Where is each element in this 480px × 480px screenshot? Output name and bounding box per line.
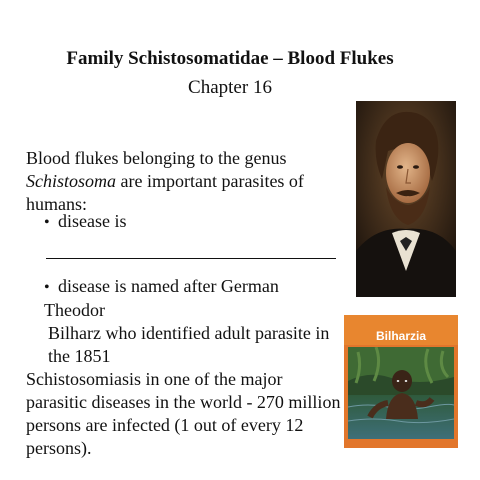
bullet1-text: disease is bbox=[58, 211, 127, 231]
intro-text-part1: Blood flukes belonging to the genus bbox=[26, 148, 287, 168]
fill-in-blank-line bbox=[46, 258, 336, 259]
portrait-of-theodor-bilharz-icon bbox=[356, 101, 456, 297]
bullet-disease-is bbox=[44, 210, 126, 234]
book-title: Bilharzia bbox=[375, 329, 426, 343]
book-cover-photo bbox=[348, 347, 454, 439]
slide-title: Family Schistosomatidae – Blood Flukes bbox=[66, 48, 394, 69]
bullet2-rest: Bilharz who identified adult parasite in the 1851 bbox=[48, 323, 330, 366]
slide-subtitle: Chapter 16 bbox=[188, 77, 272, 98]
book-footer bbox=[344, 440, 458, 448]
closing-paragraph: Schistosomiasis in one of the major parasitic diseases in the world - 270 million persons are infected (1 out of every 12 persons). bbox=[26, 369, 341, 458]
book-series-text bbox=[348, 317, 454, 323]
genus-name: Schistosoma bbox=[26, 171, 116, 191]
intro-text-part2: are important parasites of humans: bbox=[26, 171, 304, 214]
bilharzia-book-cover bbox=[344, 315, 458, 448]
child-in-water-icon bbox=[348, 347, 454, 439]
intro-paragraph bbox=[26, 147, 356, 216]
portrait-image bbox=[356, 101, 456, 297]
bullet-icon: • bbox=[44, 279, 50, 296]
bullet2-line1: disease is named after German Theodor bbox=[44, 276, 279, 320]
bullet-named-after bbox=[44, 275, 344, 368]
bullet-icon: • bbox=[44, 214, 50, 231]
